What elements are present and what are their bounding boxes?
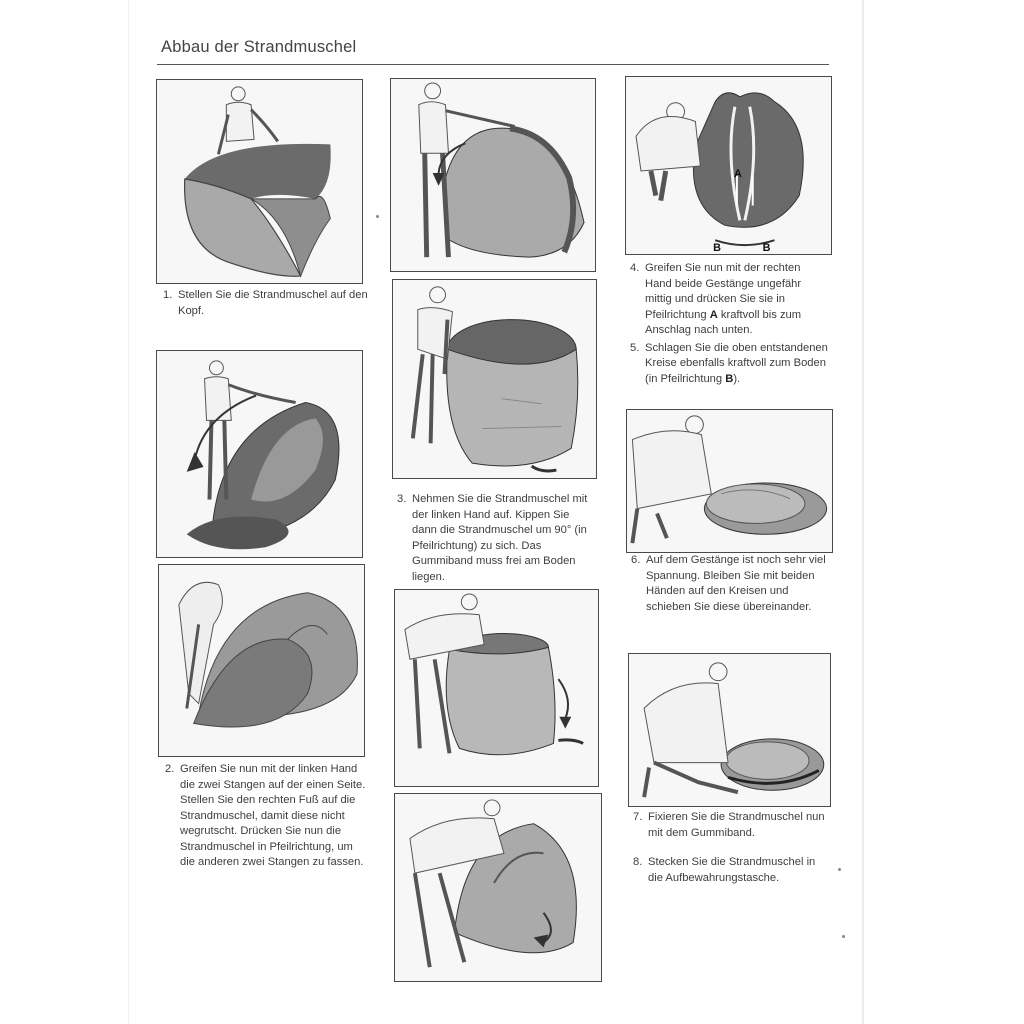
label-a: A [733,167,742,180]
illustration-step-1 [156,79,363,284]
page-edge [128,0,129,1024]
scan-speck [376,215,379,218]
step-3-caption [397,492,597,585]
page-title: Abbau der Strandmuschel [161,38,357,56]
step-5 [630,341,830,388]
step-text: Auf dem Gestänge ist noch sehr viel Spannung. Bleiben Sie mit beiden Händen auf den Kreisen und schieben Sie diese übereinander. [646,554,826,613]
step-7 [633,810,833,841]
step-2-caption [165,762,370,871]
illustration-step-2a [156,350,363,558]
illustration-step-3c [394,589,599,787]
step-8 [633,855,833,886]
label-b: B [762,242,771,254]
arrow-label-b: B [725,372,734,385]
step-text: Greifen Sie nun mit der rechten Hand beide Gestänge ungefähr mittig und drücken Sie sie in Pfeilrichtung [645,262,802,321]
title-rule [157,64,829,65]
step-4 [630,261,830,339]
page-edge [862,0,864,1024]
label-b: B [713,242,722,254]
step-number: 4. [630,262,640,274]
step-text: Greifen Sie nun mit der linken Hand die zwei Stangen auf der einen Seite. Stellen Sie den rechten Fuß auf die Strandmuschel, damit diese nicht wegrutscht. Drücken Sie nun die Strandmuschel in Pfeilrichtung, um die anderen zwei Stangen zu fassen. [180,763,366,868]
step-1-caption [163,288,368,319]
step-text: Stecken Sie die Strandmuschel in die Aufbewahrungstasche. [648,856,816,884]
illustration-step-3d [394,793,602,982]
step-text: Stellen Sie die Strandmuschel auf den Kopf. [178,289,368,317]
scan-speck [838,868,841,871]
arrow-label-a: A [709,308,718,321]
step-text: Fixieren Sie die Strandmuschel nun mit dem Gummiband. [648,811,825,839]
scan-speck [842,935,845,938]
illustration-step-4-5 [625,76,832,255]
step-text: kraftvoll bis zum Anschlag nach unten. [645,308,802,336]
step-number: 7. [633,811,643,823]
step-number: 1. [163,289,173,301]
step-number: 2. [165,763,175,775]
illustration-step-3a [390,78,596,272]
step-number: 6. [631,554,641,566]
step-text: Nehmen Sie die Strandmuschel mit der linken Hand auf. Kippen Sie dann die Strandmuschel um 90° (in Pfeilrichtung) zu sich. Das Gummiband muss frei am Boden liegen. [412,493,588,583]
illustration-step-7 [628,653,831,807]
step-number: 3. [397,493,407,505]
illustration-step-6 [626,409,833,553]
illustration-step-3b [392,279,597,479]
illustration-step-2b [158,564,365,757]
step-number: 8. [633,856,643,868]
step-number: 5. [630,341,640,354]
step-4-5-caption [630,261,830,387]
step-text: ). [733,372,741,385]
step-7-8-caption [633,810,833,886]
step-6-caption [631,553,831,615]
step-text: Schlagen Sie die oben entstandenen Kreise ebenfalls kraftvoll zum Boden (in Pfeilrichtung [645,341,828,385]
